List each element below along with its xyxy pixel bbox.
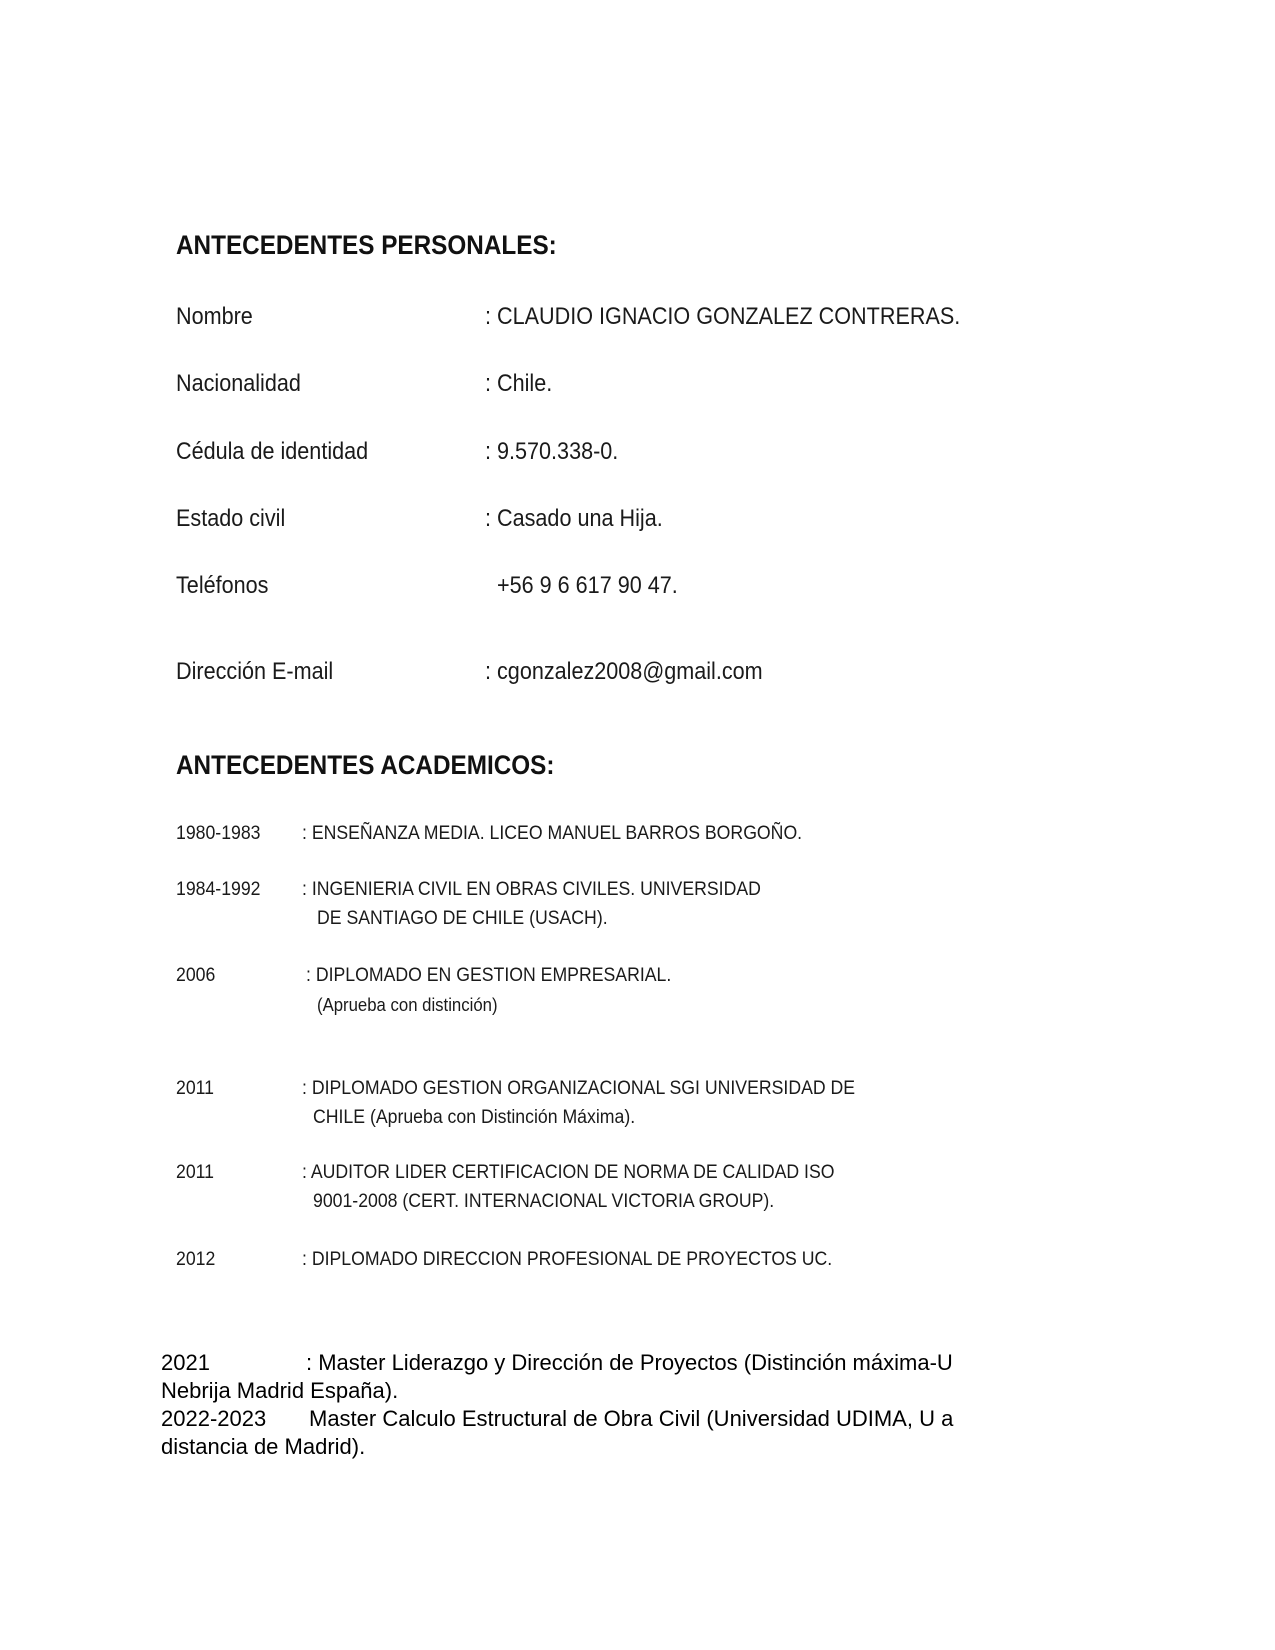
- master-description-cont: Nebrija Madrid España).: [161, 1378, 399, 1403]
- email-label: Dirección E-mail: [176, 658, 334, 685]
- master-description-cont: distancia de Madrid).: [161, 1434, 366, 1459]
- academic-description-cont: DE SANTIAGO DE CHILE (USACH).: [317, 908, 608, 929]
- academic-description: : INGENIERIA CIVIL EN OBRAS CIVILES. UNIVERSIDAD: [302, 879, 761, 900]
- academic-description-cont: 9001-2008 (CERT. INTERNACIONAL VICTORIA GROUP).: [313, 1191, 775, 1212]
- nationality-value: : Chile.: [485, 370, 553, 397]
- academic-description: : DIPLOMADO EN GESTION EMPRESARIAL.: [306, 965, 672, 986]
- id-label: Cédula de identidad: [176, 438, 369, 465]
- name-label: Nombre: [176, 303, 253, 330]
- academic-year: 2011: [176, 1078, 214, 1099]
- civil-status-label: Estado civil: [176, 505, 286, 532]
- email-value: : cgonzalez2008@gmail.com: [485, 658, 763, 685]
- id-value: : 9.570.338-0.: [485, 438, 619, 465]
- academic-description: : DIPLOMADO DIRECCION PROFESIONAL DE PROYECTOS UC.: [302, 1249, 833, 1270]
- academic-year: 2006: [176, 965, 216, 986]
- academic-note: (Aprueba con distinción): [317, 995, 498, 1015]
- phone-value: +56 9 6 617 90 47.: [497, 572, 678, 599]
- academic-year: 1984-1992: [176, 879, 261, 900]
- master-description: Master Calculo Estructural de Obra Civil (Universidad UDIMA, U a: [309, 1406, 954, 1431]
- academic-description: : ENSEÑANZA MEDIA. LICEO MANUEL BARROS BORGOÑO.: [302, 823, 803, 844]
- academic-year: 1980-1983: [176, 823, 261, 844]
- nationality-label: Nacionalidad: [176, 370, 301, 397]
- academic-year: 2012: [176, 1249, 216, 1270]
- academic-year: 2011: [176, 1162, 214, 1183]
- master-year: 2021: [161, 1350, 210, 1375]
- academic-heading: ANTECEDENTES ACADEMICOS:: [176, 750, 555, 780]
- phone-label: Teléfonos: [176, 572, 269, 599]
- academic-description: : DIPLOMADO GESTION ORGANIZACIONAL SGI UNIVERSIDAD DE: [302, 1078, 856, 1099]
- master-description: : Master Liderazgo y Dirección de Proyectos (Distinción máxima-U: [306, 1350, 953, 1375]
- academic-description: : AUDITOR LIDER CERTIFICACION DE NORMA DE CALIDAD ISO: [302, 1162, 835, 1183]
- name-value: : CLAUDIO IGNACIO GONZALEZ CONTRERAS.: [485, 303, 961, 330]
- civil-status-value: : Casado una Hija.: [485, 505, 663, 532]
- personal-heading: ANTECEDENTES PERSONALES:: [176, 230, 557, 260]
- master-year: 2022-2023: [161, 1406, 267, 1431]
- academic-description-cont: CHILE (Aprueba con Distinción Máxima).: [313, 1107, 636, 1128]
